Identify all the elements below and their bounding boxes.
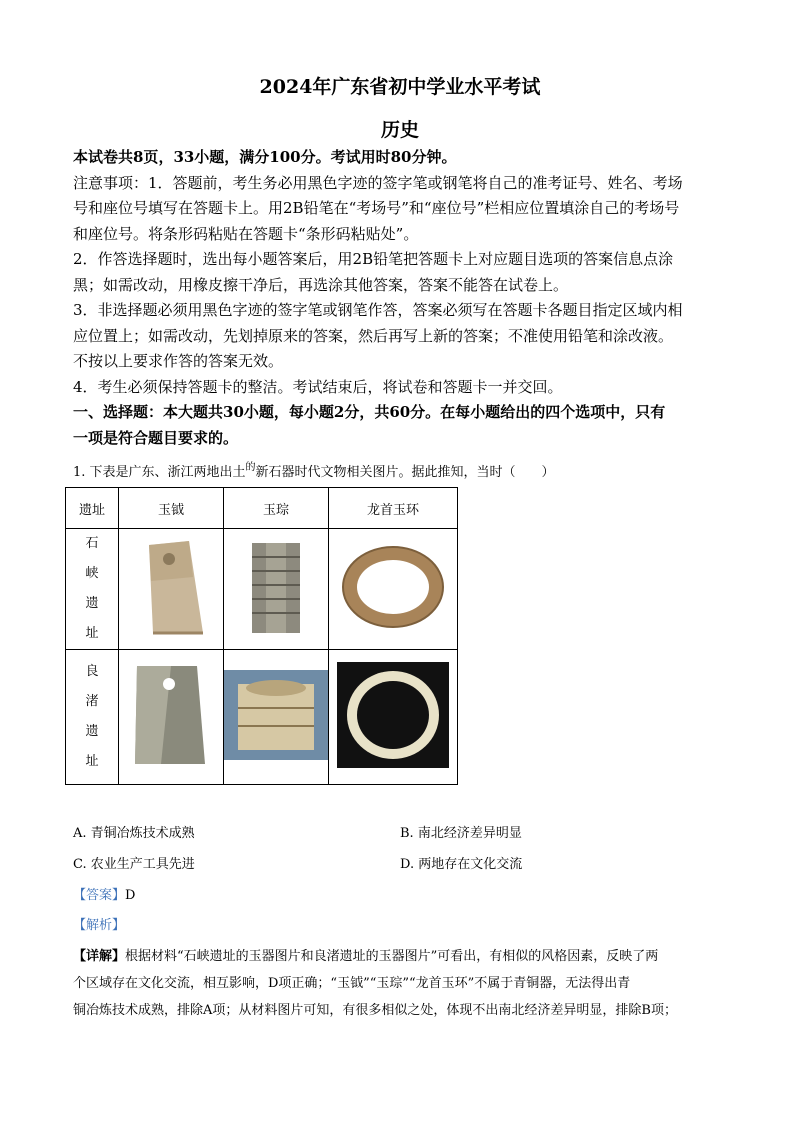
analysis-label: 【解析】	[73, 918, 126, 933]
artifact-table	[65, 487, 458, 785]
intro-line: 本试卷共8页，33小题，满分100分。考试用时80分钟。	[73, 148, 457, 166]
option-d: D. 两地存在文化交流	[400, 857, 523, 872]
exam-subject: 历史	[380, 119, 419, 141]
image-jade-yue-shixia	[119, 529, 224, 650]
header-cong: 玉琮	[224, 488, 329, 529]
instruction-item-3: 3．非选择题必须用黑色字迹的签字笔或钢笔作答，答案必须写在答题卡各题目指定区域内相	[73, 301, 683, 319]
row-label-shixia: 石峡遗址	[66, 529, 119, 650]
image-jade-yue-liangzhu	[119, 650, 224, 785]
instruction-item-3-cont2: 不按以上要求作答的答案无效。	[73, 352, 284, 370]
instruction-item-4: 4．考生必须保持答题卡的整洁。考试结束后，将试卷和答题卡一并交回。	[73, 377, 563, 396]
instruction-item-1-cont2: 和座位号。将条形码粘贴在答题卡“条形码粘贴处”。	[73, 224, 419, 243]
option-c: C. 农业生产工具先进	[73, 857, 195, 872]
image-jade-ring-shixia	[329, 529, 458, 650]
detail-line-2: 个区域存在文化交流，相互影响，D项正确；“玉钺”“玉琮”“龙首玉环”不属于青铜器，无法得出青	[73, 976, 631, 991]
instruction-item-2: 2．作答选择题时，选出每小题答案后，用2B铅笔把答题卡上对应题目选项的答案信息点涂	[73, 250, 674, 268]
option-a: A. 青铜冶炼技术成熟	[73, 826, 195, 841]
image-jade-cong-shixia	[224, 529, 329, 650]
header-yue: 玉钺	[119, 488, 224, 529]
detail-line-3: 铜冶炼技术成熟，排除A项；从材料图片可知，有很多相似之处，体现不出南北经济差异明显，排除B项；	[73, 1003, 677, 1018]
header-ring: 龙首玉环	[329, 488, 458, 529]
answer-line: 【答案】D	[73, 888, 136, 903]
instruction-item-3-cont: 应位置上；如需改动，先划掉原来的答案，然后再写上新的答案；不准使用铅笔和涂改液。	[73, 326, 674, 345]
exam-title: 2024年广东省初中学业水平考试	[259, 76, 541, 98]
section-heading-cont: 一项是符合题目要求的。	[73, 428, 239, 447]
question-1-stem: 1. 下表是广东、浙江两地出土$^的$新石器时代文物相关图片。据此推知，当时（ ）	[73, 462, 555, 480]
exam-instructions	[73, 145, 733, 451]
image-jade-ring-liangzhu	[329, 650, 458, 785]
instruction-item-2-cont: 黑；如需改动，用橡皮擦干净后，再选涂其他答案，答案不能答在试卷上。	[73, 275, 569, 294]
row-label-liangzhu: 良渚遗址	[66, 650, 119, 785]
detail-explanation	[73, 943, 733, 1024]
section-heading: 一、选择题：本大题共30小题，每小题2分，共60分。在每小题给出的四个选项中，只有	[73, 403, 666, 421]
instruction-item-1-cont: 号和座位号填写在答题卡上。用2B铅笔在“考场号”和“座位号”栏相应位置填涂自己的考场号	[73, 199, 680, 217]
detail-line-1: 【详解】根据材料“石峡遗址的玉器图片和良渚遗址的玉器图片”可看出，有相似的风格因素，反映了两	[73, 949, 659, 964]
instruction-item-1: 注意事项：1．答题前，考生务必用黑色字迹的签字笔或钢笔将自己的准考证号、姓名、考场	[73, 173, 683, 192]
image-jade-cong-liangzhu	[224, 650, 329, 785]
header-site: 遗址	[66, 488, 119, 529]
option-b: B. 南北经济差异明显	[400, 826, 522, 841]
